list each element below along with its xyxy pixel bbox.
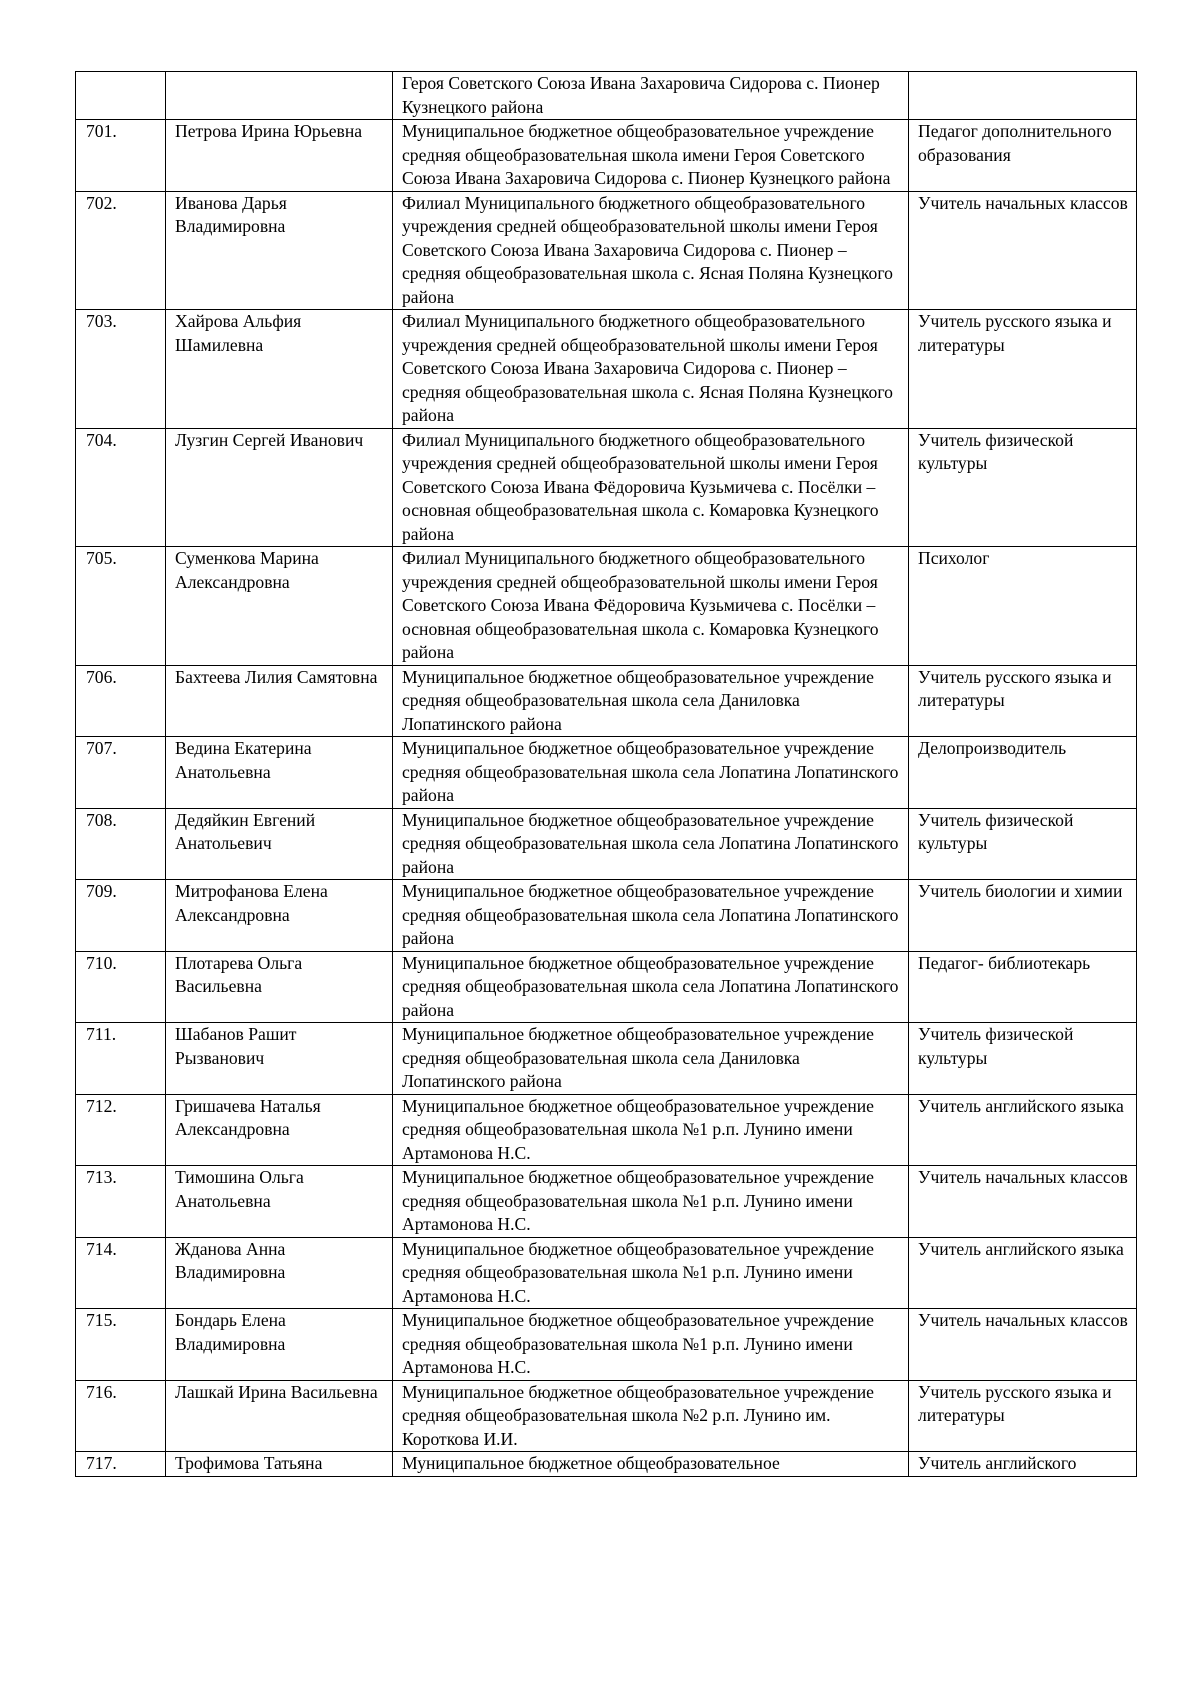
job-position: Учитель биологии и химии bbox=[909, 880, 1137, 952]
organization-name: Филиал Муниципального бюджетного общеобразовательного учреждения средней общеобразовательной школы имени Героя Советского Союза Ивана Захаровича Сидорова с. Пионер – средняя общеобразовательная школа с. Ясная Поляна Кузнецкого района bbox=[393, 310, 909, 429]
job-position: Педагог- библиотекарь bbox=[909, 951, 1137, 1023]
table-row bbox=[76, 737, 1137, 809]
row-number: 703. bbox=[76, 310, 166, 429]
organization-name: Муниципальное бюджетное общеобразовательное учреждение средняя общеобразовательная школа №1 р.п. Лунино имени Артамонова Н.С. bbox=[393, 1237, 909, 1309]
job-position: Учитель начальных классов bbox=[909, 1166, 1137, 1238]
person-name: Гришачева Наталья Александровна bbox=[166, 1094, 393, 1166]
table-row bbox=[76, 191, 1137, 310]
person-name: Тимошина Ольга Анатольевна bbox=[166, 1166, 393, 1238]
person-name: Трофимова Татьяна bbox=[166, 1452, 393, 1477]
row-number: 704. bbox=[76, 428, 166, 547]
organization-name: Муниципальное бюджетное общеобразовательное учреждение средняя общеобразовательная школа села Лопатина Лопатинского района bbox=[393, 737, 909, 809]
table-row bbox=[76, 1452, 1137, 1477]
row-number bbox=[76, 72, 166, 120]
table-row bbox=[76, 1380, 1137, 1452]
table-row bbox=[76, 1237, 1137, 1309]
row-number: 713. bbox=[76, 1166, 166, 1238]
person-name: Иванова Дарья Владимировна bbox=[166, 191, 393, 310]
row-number: 710. bbox=[76, 951, 166, 1023]
job-position: Учитель русского языка и литературы bbox=[909, 1380, 1137, 1452]
job-position: Учитель русского языка и литературы bbox=[909, 310, 1137, 429]
row-number: 711. bbox=[76, 1023, 166, 1095]
person-name bbox=[166, 72, 393, 120]
table-row bbox=[76, 428, 1137, 547]
organization-name: Муниципальное бюджетное общеобразовательное учреждение средняя общеобразовательная школа села Лопатина Лопатинского района bbox=[393, 951, 909, 1023]
job-position: Педагог дополнительного образования bbox=[909, 120, 1137, 192]
organization-name: Муниципальное бюджетное общеобразовательное учреждение средняя общеобразовательная школа №2 р.п. Лунино им. Короткова И.И. bbox=[393, 1380, 909, 1452]
row-number: 702. bbox=[76, 191, 166, 310]
person-name: Петрова Ирина Юрьевна bbox=[166, 120, 393, 192]
row-number: 715. bbox=[76, 1309, 166, 1381]
row-number: 707. bbox=[76, 737, 166, 809]
job-position: Учитель английского языка bbox=[909, 1237, 1137, 1309]
organization-name: Муниципальное бюджетное общеобразовательное учреждение средняя общеобразовательная школа имени Героя Советского Союза Ивана Захаровича Сидорова с. Пионер Кузнецкого района bbox=[393, 120, 909, 192]
organization-name: Муниципальное бюджетное общеобразовательное bbox=[393, 1452, 909, 1477]
organization-name: Героя Советского Союза Ивана Захаровича Сидорова с. Пионер Кузнецкого района bbox=[393, 72, 909, 120]
person-name: Ведина Екатерина Анатольевна bbox=[166, 737, 393, 809]
job-position bbox=[909, 72, 1137, 120]
organization-name: Филиал Муниципального бюджетного общеобразовательного учреждения средней общеобразовательной школы имени Героя Советского Союза Ивана Фёдоровича Кузьмичева с. Посёлки – основная общеобразовательная школа с. Комаровка Кузнецкого района bbox=[393, 428, 909, 547]
organization-name: Муниципальное бюджетное общеобразовательное учреждение средняя общеобразовательная школа №1 р.п. Лунино имени Артамонова Н.С. bbox=[393, 1309, 909, 1381]
table-row bbox=[76, 808, 1137, 880]
person-name: Суменкова Марина Александровна bbox=[166, 547, 393, 666]
job-position: Учитель английского языка bbox=[909, 1094, 1137, 1166]
row-number: 716. bbox=[76, 1380, 166, 1452]
table-row bbox=[76, 1309, 1137, 1381]
table-row bbox=[76, 880, 1137, 952]
organization-name: Муниципальное бюджетное общеобразовательное учреждение средняя общеобразовательная школа №1 р.п. Лунино имени Артамонова Н.С. bbox=[393, 1094, 909, 1166]
person-name: Плотарева Ольга Васильевна bbox=[166, 951, 393, 1023]
job-position: Учитель начальных классов bbox=[909, 191, 1137, 310]
person-name: Лашкай Ирина Васильевна bbox=[166, 1380, 393, 1452]
row-number: 705. bbox=[76, 547, 166, 666]
person-name: Шабанов Рашит Рызванович bbox=[166, 1023, 393, 1095]
job-position: Психолог bbox=[909, 547, 1137, 666]
table-row bbox=[76, 120, 1137, 192]
table-row bbox=[76, 1023, 1137, 1095]
table-row bbox=[76, 72, 1137, 120]
job-position: Учитель физической культуры bbox=[909, 808, 1137, 880]
table-row bbox=[76, 665, 1137, 737]
person-name: Бахтеева Лилия Самятовна bbox=[166, 665, 393, 737]
job-position: Учитель английского bbox=[909, 1452, 1137, 1477]
organization-name: Филиал Муниципального бюджетного общеобразовательного учреждения средней общеобразовательной школы имени Героя Советского Союза Ивана Фёдоровича Кузьмичева с. Посёлки – основная общеобразовательная школа с. Комаровка Кузнецкого района bbox=[393, 547, 909, 666]
person-name: Дедяйкин Евгений Анатольевич bbox=[166, 808, 393, 880]
row-number: 717. bbox=[76, 1452, 166, 1477]
row-number: 708. bbox=[76, 808, 166, 880]
job-position: Учитель физической культуры bbox=[909, 1023, 1137, 1095]
table-row bbox=[76, 547, 1137, 666]
staff-table bbox=[75, 71, 1137, 1477]
person-name: Митрофанова Елена Александровна bbox=[166, 880, 393, 952]
organization-name: Муниципальное бюджетное общеобразовательное учреждение средняя общеобразовательная школа села Даниловка Лопатинского района bbox=[393, 1023, 909, 1095]
organization-name: Муниципальное бюджетное общеобразовательное учреждение средняя общеобразовательная школа села Даниловка Лопатинского района bbox=[393, 665, 909, 737]
job-position: Делопроизводитель bbox=[909, 737, 1137, 809]
table-row bbox=[76, 1094, 1137, 1166]
organization-name: Муниципальное бюджетное общеобразовательное учреждение средняя общеобразовательная школа села Лопатина Лопатинского района bbox=[393, 808, 909, 880]
staff-table-body bbox=[76, 72, 1137, 1477]
row-number: 706. bbox=[76, 665, 166, 737]
table-row bbox=[76, 310, 1137, 429]
table-row bbox=[76, 1166, 1137, 1238]
organization-name: Филиал Муниципального бюджетного общеобразовательного учреждения средней общеобразовательной школы имени Героя Советского Союза Ивана Захаровича Сидорова с. Пионер – средняя общеобразовательная школа с. Ясная Поляна Кузнецкого района bbox=[393, 191, 909, 310]
job-position: Учитель физической культуры bbox=[909, 428, 1137, 547]
job-position: Учитель русского языка и литературы bbox=[909, 665, 1137, 737]
job-position: Учитель начальных классов bbox=[909, 1309, 1137, 1381]
person-name: Бондарь Елена Владимировна bbox=[166, 1309, 393, 1381]
organization-name: Муниципальное бюджетное общеобразовательное учреждение средняя общеобразовательная школа села Лопатина Лопатинского района bbox=[393, 880, 909, 952]
row-number: 714. bbox=[76, 1237, 166, 1309]
row-number: 701. bbox=[76, 120, 166, 192]
person-name: Жданова Анна Владимировна bbox=[166, 1237, 393, 1309]
row-number: 712. bbox=[76, 1094, 166, 1166]
organization-name: Муниципальное бюджетное общеобразовательное учреждение средняя общеобразовательная школа №1 р.п. Лунино имени Артамонова Н.С. bbox=[393, 1166, 909, 1238]
row-number: 709. bbox=[76, 880, 166, 952]
person-name: Лузгин Сергей Иванович bbox=[166, 428, 393, 547]
person-name: Хайрова Альфия Шамилевна bbox=[166, 310, 393, 429]
table-row bbox=[76, 951, 1137, 1023]
